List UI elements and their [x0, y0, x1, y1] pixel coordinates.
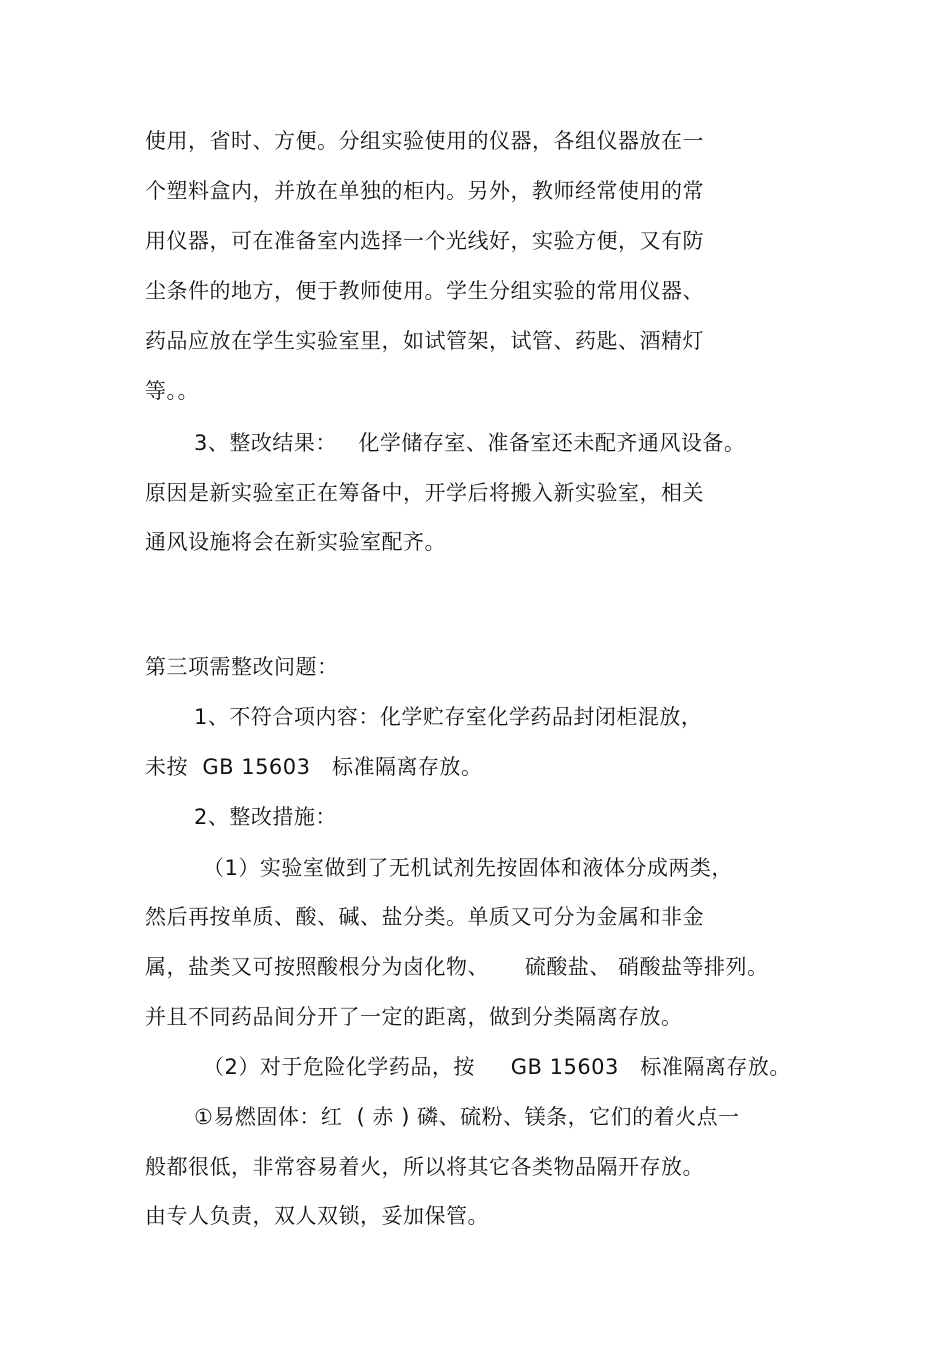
- section-heading: 第三项需整改问题：: [145, 655, 339, 679]
- paragraph-line: 尘条件的地方，便于教师使用。学生分组实验的常用仪器、: [145, 279, 704, 303]
- paragraph-line: 由专人负责，双人双锁，妥加保管。: [145, 1204, 489, 1228]
- paragraph-line: 个塑料盒内，并放在单独的柜内。另外，教师经常使用的常: [145, 179, 704, 203]
- paragraph-line: 原因是新实验室正在筹备中，开学后将搬入新实验室，相关: [145, 481, 704, 505]
- paragraph-line: 通风设施将会在新实验室配齐。: [145, 530, 446, 554]
- measure-item-2: （2）对于危险化学药品，按 GB 15603 标准隔离存放。: [203, 1055, 791, 1079]
- measures-heading: 2、整改措施：: [194, 805, 337, 829]
- flammable-solids-item: ①易燃固体：红 ( 赤 ) 磷、硫粉、镁条，它们的着火点一: [194, 1105, 740, 1129]
- paragraph-line: 用仪器，可在准备室内选择一个光线好，实验方便，又有防: [145, 229, 704, 253]
- paragraph-line: 药品应放在学生实验室里，如试管架，试管、药匙、酒精灯: [145, 329, 704, 353]
- nonconformity-item: 1、不符合项内容：化学贮存室化学药品封闭柜混放，: [194, 705, 703, 729]
- paragraph-line: 使用，省时、方便。分组实验使用的仪器，各组仪器放在一: [145, 129, 704, 153]
- paragraph-line: 并且不同药品间分开了一定的距离，做到分类隔离存放。: [145, 1005, 683, 1029]
- paragraph-line: 属，盐类又可按照酸根分为卤化物、 硫酸盐、 硝酸盐等排列。: [145, 955, 769, 979]
- paragraph-line: 等。。: [145, 379, 199, 403]
- paragraph-line: 般都很低，非常容易着火，所以将其它各类物品隔开存放。: [145, 1155, 704, 1179]
- rectification-result-heading: 3、整改结果： 化学储存室、准备室还未配齐通风设备。: [194, 431, 746, 455]
- paragraph-line: 然后再按单质、酸、碱、盐分类。单质又可分为金属和非金: [145, 905, 704, 929]
- paragraph-line: 未按 GB 15603 标准隔离存放。: [145, 755, 483, 779]
- measure-item-1: （1）实验室做到了无机试剂先按固体和液体分成两类，: [203, 856, 733, 880]
